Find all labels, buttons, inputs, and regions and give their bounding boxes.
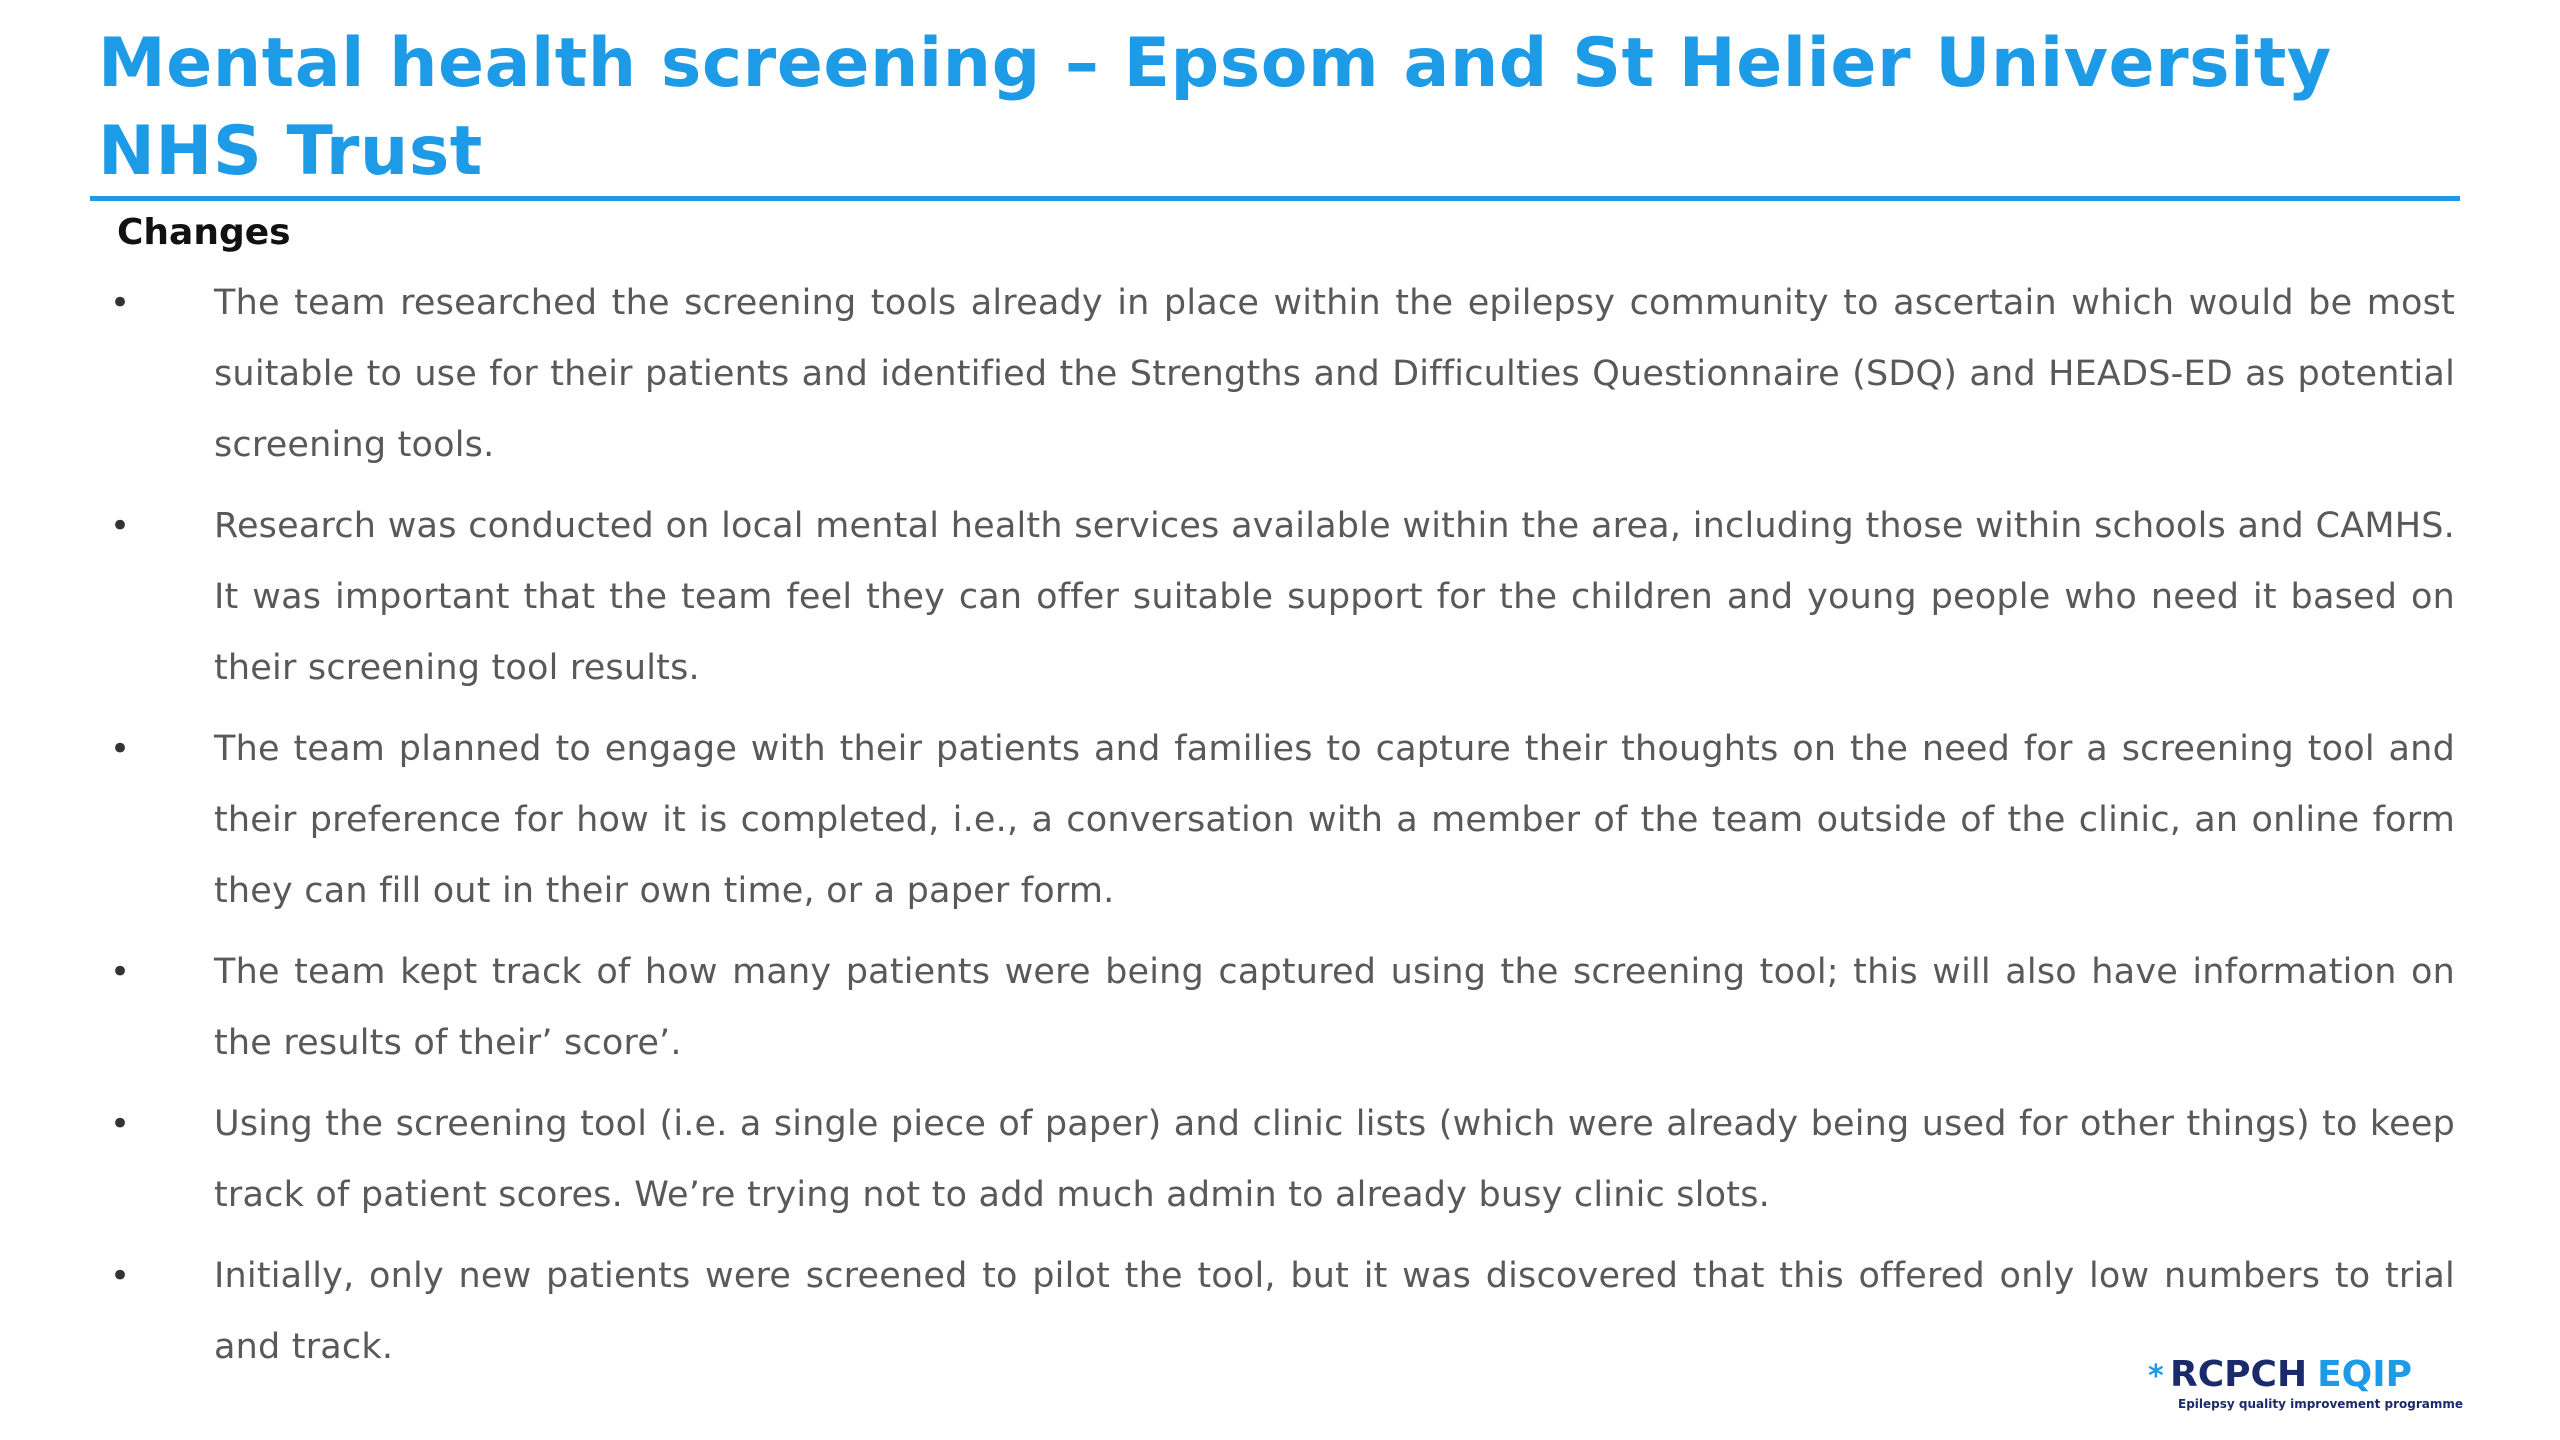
bullet-text: The team planned to engage with their patients and families to capture their thoughts on the need for a screening tool and their preference for how it is completed, i.e., a conversation with a member of the team outside of the clinic, an online form they can fill out in their own time, or a paper form. <box>214 729 2455 911</box>
bullet-icon: • <box>110 729 131 769</box>
title-divider <box>90 196 2460 201</box>
list-item <box>110 268 2455 481</box>
logo-rcpch-text: RCPCH <box>2170 1354 2308 1395</box>
list-item <box>110 491 2455 704</box>
bullet-text: The team kept track of how many patients were being captured using the screening tool; this will also have information on the results of their’ score’. <box>214 952 2455 1063</box>
bullet-icon: • <box>110 1104 131 1144</box>
list-item <box>110 714 2455 927</box>
bullet-icon: • <box>110 952 131 992</box>
rcpch-eqip-logo <box>2148 1355 2478 1415</box>
list-item <box>110 1241 2455 1383</box>
slide-title: Mental health screening – Epsom and St Helier University NHS Trust <box>98 24 2332 191</box>
bullet-text: Research was conducted on local mental health services available within the area, including those within schools and CAMHS. It was important that the team feel they can offer suitable support for the children and young people who need it based on their screening tool results. <box>214 506 2455 688</box>
bullet-text: Using the screening tool (i.e. a single piece of paper) and clinic lists (which were already being used for other things) to keep track of patient scores. We’re trying not to add much admin to already busy clinic slots. <box>214 1104 2455 1215</box>
logo-star-icon: * <box>2148 1359 2164 1394</box>
bullet-icon: • <box>110 283 131 323</box>
list-item <box>110 937 2455 1079</box>
bullet-icon: • <box>110 506 131 546</box>
logo-eqip-text: EQIP <box>2317 1354 2413 1395</box>
bullet-icon: • <box>110 1256 131 1296</box>
bullet-text: Initially, only new patients were screened to pilot the tool, but it was discovered that this offered only low numbers to trial and track. <box>214 1256 2455 1367</box>
logo-wordmark <box>2170 1355 2412 1395</box>
bullet-list <box>110 268 2455 1393</box>
list-item <box>110 1089 2455 1231</box>
section-heading: Changes <box>117 212 291 253</box>
logo-tagline: Epilepsy quality improvement programme <box>2178 1397 2464 1411</box>
bullet-text: The team researched the screening tools already in place within the epilepsy community to ascertain which would be most suitable to use for their patients and identified the Strengths and Difficulties Questionnaire (SDQ) and HEADS-ED as potential screening tools. <box>214 283 2455 465</box>
